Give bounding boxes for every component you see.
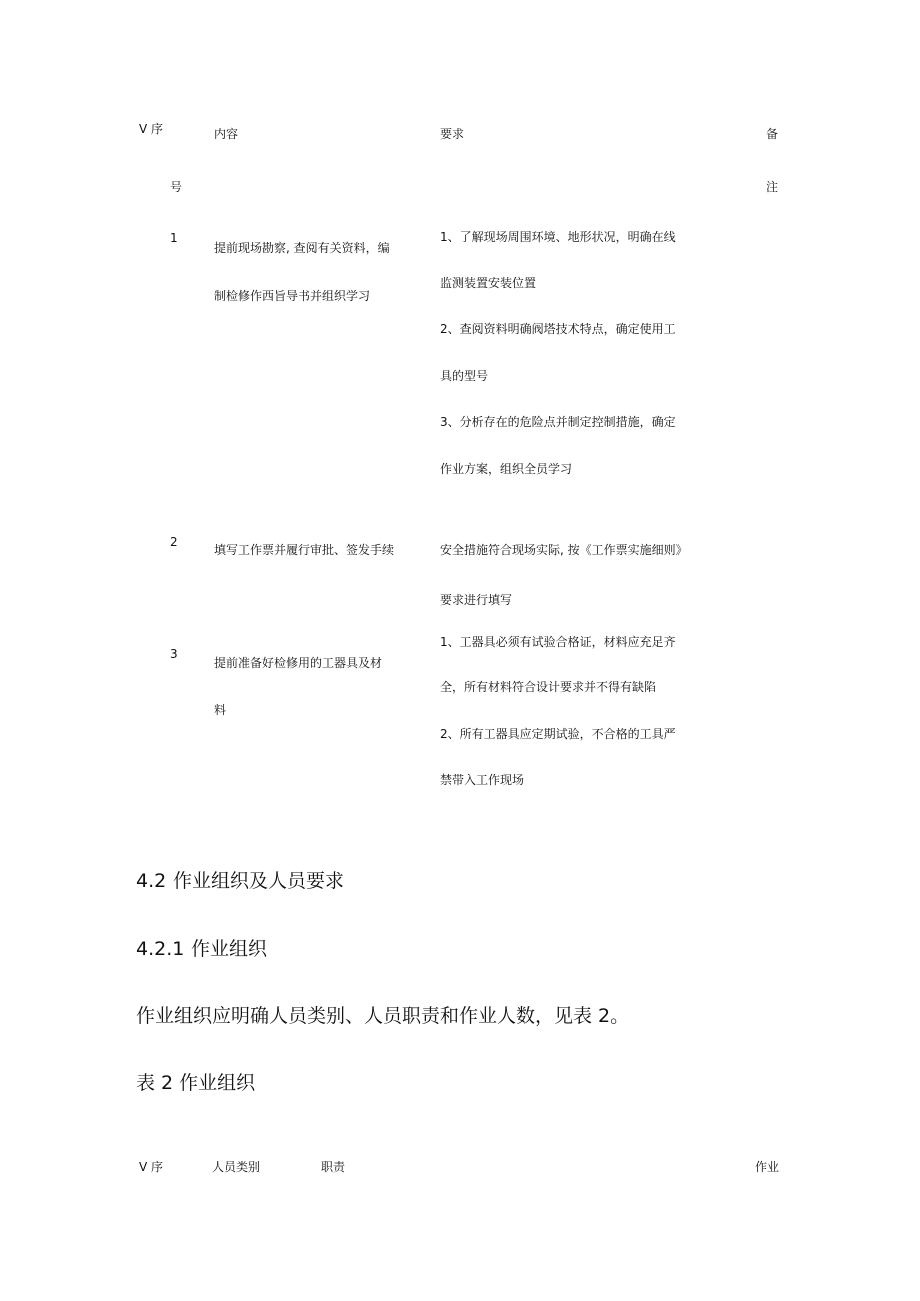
table1-row1-req-line1: 1、了解现场周围环境、地形状况，明确在线 — [440, 230, 676, 244]
section-heading-number: 4.2 — [136, 870, 167, 892]
table1-header-seq-line2: 号 — [170, 180, 183, 194]
table2-caption: 表 2 作业组织 — [136, 1072, 256, 1094]
subsection-heading-number: 4.2.1 — [136, 938, 185, 960]
table1-row3-req-line2: 全，所有材料符合设计要求并不得有缺陷 — [440, 680, 657, 694]
table1-row1-req-line2: 监测装置安装位置 — [440, 276, 537, 290]
table1-header-remark-line1: 备 — [766, 127, 779, 141]
table1-row2-num: 2 — [170, 535, 178, 549]
subsection-heading-title: 作业组织 — [191, 938, 268, 960]
table1-header-requirement: 要求 — [440, 127, 465, 141]
table1-row1-req-line6: 作业方案，组织全员学习 — [440, 462, 573, 476]
table1-row3-num: 3 — [170, 647, 178, 661]
section-heading-title: 作业组织及人员要求 — [173, 870, 345, 892]
table1-header-content: 内容 — [214, 127, 239, 141]
table2-header-seq: V 序 — [139, 1160, 164, 1174]
table1-header-seq-line1: V 序 — [139, 122, 164, 136]
table1-row3-content-line2: 料 — [214, 703, 227, 717]
table1-row1-num: 1 — [170, 231, 178, 245]
table1-row3-req-line4: 禁带入工作现场 — [440, 773, 525, 787]
table2-header-work: 作业 — [755, 1160, 780, 1174]
table2-header-category: 人员类别 — [212, 1160, 261, 1174]
table1-row1-req-line3: 2、查阅资料明确阀塔技术特点，确定使用工 — [440, 322, 676, 336]
table1-row3-req-line1: 1、工器具必须有试验合格证，材料应充足齐 — [440, 635, 676, 649]
body-paragraph: 作业组织应明确人员类别、人员职责和作业人数，见表 2。 — [136, 1005, 630, 1027]
table2-header-duty: 职责 — [321, 1160, 346, 1174]
table1-row1-req-line5: 3、分析存在的危险点并制定控制措施，确定 — [440, 415, 676, 429]
table1-row1-content-line1: 提前现场勘察, 查阅有关资料，编 — [214, 241, 390, 255]
table1-row3-req-line3: 2、所有工器具应定期试验，不合格的工具严 — [440, 727, 676, 741]
table1-row3-content-line1: 提前准备好检修用的工器具及材 — [214, 656, 383, 670]
table1-row2-content-line1: 填写工作票并履行审批、签发手续 — [214, 543, 395, 557]
table1-row1-content-line2: 制检修作西旨导书并组织学习 — [214, 289, 371, 303]
table1-row2-req-line1: 安全措施符合现场实际, 按《工作票实施细则》 — [440, 543, 688, 557]
table1-header-remark-line2: 注 — [766, 180, 779, 194]
table1-row1-req-line4: 具的型号 — [440, 369, 489, 383]
table1-row2-req-line2: 要求进行填写 — [440, 593, 513, 607]
